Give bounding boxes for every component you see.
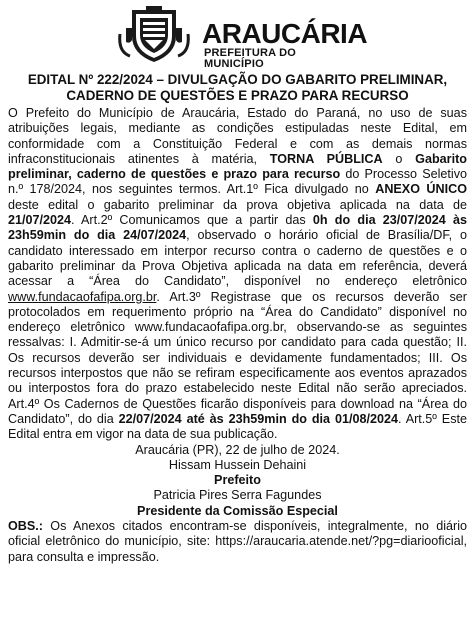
brand-name: ARAUCÁRIA — [202, 18, 368, 49]
municipal-crest-logo — [118, 6, 190, 64]
obs-label: OBS.: — [8, 519, 43, 534]
body-bold: ANEXO ÚNICO — [375, 182, 467, 197]
body-bold: TORNA PÚBLICA — [269, 151, 383, 166]
body-text: . Art.3º Registrase que os recursos deverão ser protocolados em requerimento próprio na “Área do Candidato” disponível no endereço eletrônico www.fundacaofafipa.org.br, observando-se as seguintes ressalvas: I. Admitir-se-á um único recurso por candidato para cada questão; II. Os recursos deverão ser individuais e devidamente fundamentados; III. Os recursos interpostos que não se refiram especificamente aos eventos aprazados ou interpostos fora do prazo estabelecido neste Edital não serão apreciados. Art.4º Os Cadernos de Questões ficarão disponíveis para download na “Área do Candidato”, do dia — [8, 289, 467, 426]
place-date: Araucária (PR), 22 de julho de 2024. — [135, 442, 340, 457]
body-text: , observado o horário oficial de Brasília/DF, o candidato interessado em interpor recurso contra o caderno de questões e o gabarito preliminar da Prova Objetiva aplicada na data em referência, deverá acessar a “Área do Candidato”, disponível no endereço eletrônico — [8, 228, 467, 289]
body-bold: 21/07/2024 — [8, 213, 72, 228]
title-line-1: EDITAL Nº 222/2024 – DIVULGAÇÃO DO GABARITO PRELIMINAR, — [27, 72, 448, 87]
masthead — [118, 6, 368, 70]
signatory-role-president: Presidente da Comissão Especial — [137, 503, 338, 518]
brand-subtitle: PREFEITURA DO MUNICÍPIO — [204, 47, 297, 70]
body-text: o — [382, 151, 416, 166]
body-bold: Gabarito preliminar, caderno de questões e prazo para recurso — [8, 151, 467, 182]
fafipa-link[interactable]: www.fundacaofafipa.org.br — [8, 289, 157, 304]
body-text: . Art.2º Comunicamos que a partir das — [71, 213, 313, 228]
body-text: O Prefeito do Município de Araucária, Estado do Paraná, no uso de suas atribuições legais, mediante as condições estipuladas neste Edital, em conformidade com a Constituição Federal e com as demais normas infraconstitucionais atinentes à matéria, — [8, 106, 467, 166]
edital-document — [8, 72, 467, 565]
signatory-role-mayor: Prefeito — [214, 473, 261, 488]
body-bold: 22/07/2024 até às 23h59min do dia 01/08/2024 — [118, 411, 398, 426]
signatory-name-president: Patricia Pires Serra Fagundes — [153, 488, 322, 503]
body-text: deste edital o gabarito preliminar da prova objetiva aplicada na data de — [8, 197, 467, 212]
document-title — [8, 72, 467, 104]
title-line-2: CADERNO DE QUESTÕES E PRAZO PARA RECURSO — [66, 88, 409, 103]
body-text: . Art.5º Este Edital entra em vigor na data de sua publicação. — [8, 411, 468, 442]
observation-note — [8, 519, 467, 565]
signatory-name-mayor: Hissam Hussein Dehaini — [168, 457, 307, 472]
body-text: do Processo Seletivo n.º 178/2024, nos seguintes termos. Art.1º Fica divulgado no — [8, 167, 467, 197]
edital-body — [8, 106, 467, 443]
body-bold: 0h do dia 23/07/2024 às 23h59min do dia 24/07/2024 — [8, 213, 468, 243]
obs-text: Os Anexos citados encontram-se disponíveis, integralmente, no diário oficial eletrônico do município, site: https://araucaria.atende.net/?pg=diariooficial, para consulta e impressão. — [8, 519, 467, 564]
